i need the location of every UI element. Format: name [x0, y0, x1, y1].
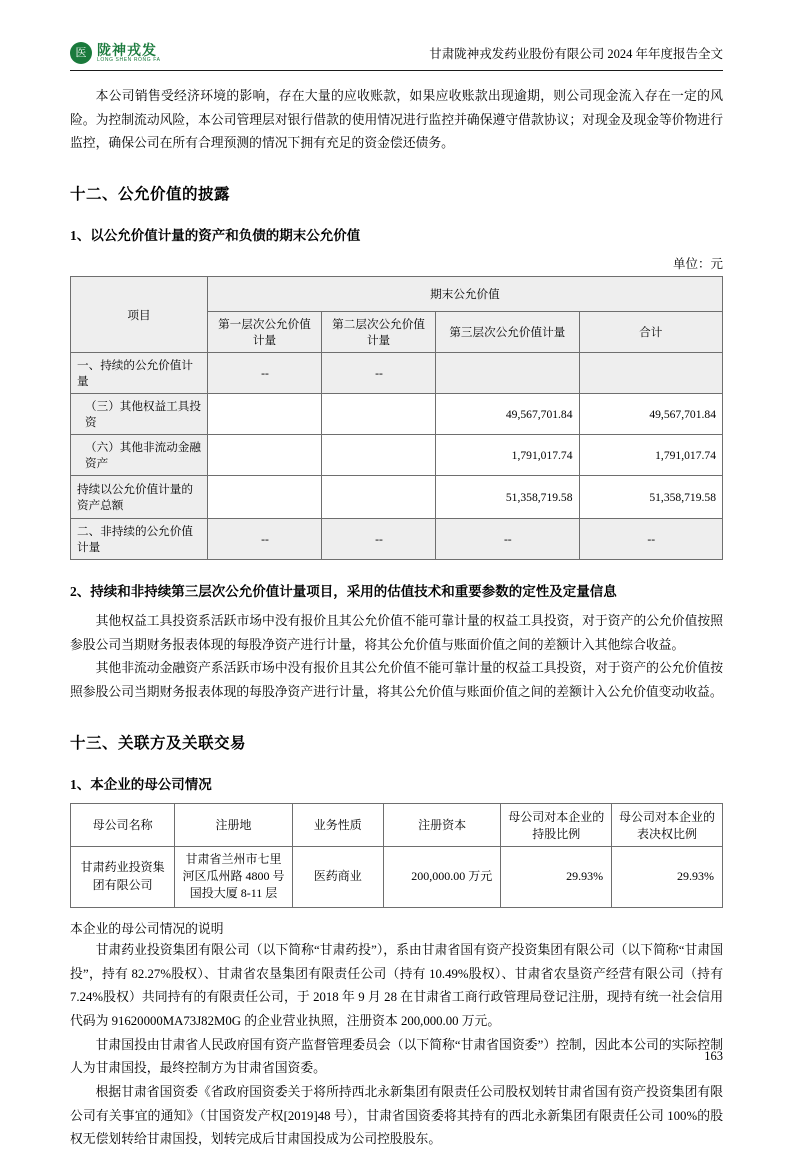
- row-cell: --: [436, 519, 579, 560]
- table-row: [71, 846, 723, 907]
- parent-company-table: [70, 803, 723, 908]
- parent-company-note-title: 本企业的母公司情况的说明: [70, 921, 224, 936]
- table-header-row: [71, 803, 723, 846]
- cell-business-nature: 医药商业: [292, 846, 383, 907]
- section-12-2-paragraph-2: 其他非流动金融资产系活跃市场中没有报价且其公允价值不能可靠计量的权益工具投资，对于资产的公允价值按照参股公司当期财务报表体现的每股净资产进行计量，将其公允价值与账面价值之间的差额计入公允价值变动收益。: [70, 661, 723, 700]
- row-cell: 51,358,719.58: [579, 476, 722, 519]
- row-cell: [322, 394, 436, 435]
- header-level-1: 第一层次公允价值计量: [207, 312, 321, 353]
- section-12-title: 十二、公允价值的披露: [70, 186, 231, 204]
- cell-share-ratio: 29.93%: [501, 846, 612, 907]
- row-cell: [207, 476, 321, 519]
- row-label: （三）其他权益工具投资: [71, 394, 208, 435]
- header-level-3: 第三层次公允价值计量: [436, 312, 579, 353]
- logo-text: [97, 43, 161, 63]
- header-registered-place: 注册地: [175, 803, 292, 846]
- table-header-row: [71, 277, 723, 312]
- section-13-1-title: 1、本企业的母公司情况: [70, 776, 212, 792]
- header-business-nature: 业务性质: [292, 803, 383, 846]
- section-12-1-title: 1、以公允价值计量的资产和负债的期末公允价值: [70, 228, 361, 244]
- row-cell: [322, 435, 436, 476]
- table-row: [71, 394, 723, 435]
- page-header: [70, 0, 723, 71]
- row-cell: [579, 353, 722, 394]
- row-cell: --: [207, 353, 321, 394]
- header-vote-ratio: 母公司对本企业的表决权比例: [612, 803, 723, 846]
- table-row: [71, 519, 723, 560]
- row-cell: 49,567,701.84: [436, 394, 579, 435]
- section-12-2-paragraph-1: 其他权益工具投资系活跃市场中没有报价且其公允价值不能可靠计量的权益工具投资，对于资产的公允价值按照参股公司当期财务报表体现的每股净资产进行计量，将其公允价值与账面价值之间的差额计入其他综合收益。: [70, 614, 723, 652]
- fair-value-table: [70, 276, 723, 560]
- row-cell: 1,791,017.74: [579, 435, 722, 476]
- cell-registered-capital: 200,000.00 万元: [383, 846, 500, 907]
- row-cell: [207, 435, 321, 476]
- table-row: [71, 435, 723, 476]
- parent-company-note-2: 甘肃国投由甘肃省人民政府国有资产监督管理委员会（以下简称“甘肃省国资委”）控制，因此本公司的实际控制人为甘肃国投，最终控制方为甘肃省国资委。: [70, 1037, 723, 1076]
- intro-paragraph: 本公司销售受经济环境的影响，存在大量的应收账款，如果应收账款出现逾期，则公司现金流入存在一定的风险。为控制流动风险，本公司管理层对银行借款的使用情况进行监控并确保遵守借款协议；对现金及现金等价物进行监控，确保公司在所有合理预测的情况下拥有充足的资金偿还债务。: [70, 89, 723, 151]
- section-13-title: 十三、关联方及关联交易: [70, 734, 247, 752]
- logo-chinese-name: 陇神戎发: [97, 42, 157, 59]
- cell-parent-name: 甘肃药业投资集团有限公司: [71, 846, 175, 907]
- row-cell: --: [322, 519, 436, 560]
- row-cell: --: [579, 519, 722, 560]
- logo-english-name: LONG SHEN RONG FA: [97, 56, 161, 63]
- row-cell: 1,791,017.74: [436, 435, 579, 476]
- header-parent-name: 母公司名称: [71, 803, 175, 846]
- logo-icon: 医: [70, 42, 92, 64]
- table-row: [71, 353, 723, 394]
- row-cell: --: [322, 353, 436, 394]
- page-number: 163: [704, 1049, 723, 1063]
- row-cell: 49,567,701.84: [579, 394, 722, 435]
- row-cell: 51,358,719.58: [436, 476, 579, 519]
- company-logo: [70, 42, 161, 64]
- cell-registered-place: 甘肃省兰州市七里河区瓜州路 4800 号国投大厦 8-11 层: [175, 846, 292, 907]
- table-row: [71, 476, 723, 519]
- header-title: 甘肃陇神戎发药业股份有限公司 2024 年年度报告全文: [429, 47, 723, 61]
- row-label: 持续以公允价值计量的资产总额: [71, 476, 208, 519]
- row-cell: [207, 394, 321, 435]
- parent-company-note-1: 甘肃药业投资集团有限公司（以下简称“甘肃药投”），系由甘肃省国有资产投资集团有限公司（以下简称“甘肃国投”，持有 82.27%股权）、甘肃省农垦集团有限责任公司（持有 10.49%股权）、甘肃省农垦资产经营有限公司（持有 7.24%股权）共同持有的有限责任公司，于 2018 年 9 月 28 在甘肃省工商行政管理局登记注册，现持有统一社会信用代码为 91620000MA73J82M0G 的企业营业执照，注册资本 200,000.00 万元。: [70, 942, 723, 1028]
- parent-company-note-3: 根据甘肃省国资委《省政府国资委关于将所持西北永新集团有限责任公司股权划转甘肃省国有资产投资集团有限公司有关事宜的通知》（甘国资发产权[2019]48 号），甘肃省国资委将其持有的西北永新集团有限责任公司 100%的股权无偿划转给甘肃国投，划转完成后甘肃国投成为公司控股股东。: [70, 1084, 723, 1147]
- section-12-2-title: 2、持续和非持续第三层次公允价值计量项目，采用的估值技术和重要参数的定性及定量信息: [70, 584, 617, 600]
- header-total: 合计: [579, 312, 722, 353]
- header-level-2: 第二层次公允价值计量: [322, 312, 436, 353]
- unit-label: 单位：元: [672, 257, 723, 272]
- header-share-ratio: 母公司对本企业的持股比例: [501, 803, 612, 846]
- row-cell: [436, 353, 579, 394]
- header-registered-capital: 注册资本: [383, 803, 500, 846]
- row-label: 二、非持续的公允价值计量: [71, 519, 208, 560]
- row-cell: [322, 476, 436, 519]
- header-group-period-fair-value: 期末公允价值: [207, 277, 722, 312]
- cell-vote-ratio: 29.93%: [612, 846, 723, 907]
- row-label: 一、持续的公允价值计量: [71, 353, 208, 394]
- row-cell: --: [207, 519, 321, 560]
- header-item: 项目: [71, 277, 208, 353]
- row-label: （六）其他非流动金融资产: [71, 435, 208, 476]
